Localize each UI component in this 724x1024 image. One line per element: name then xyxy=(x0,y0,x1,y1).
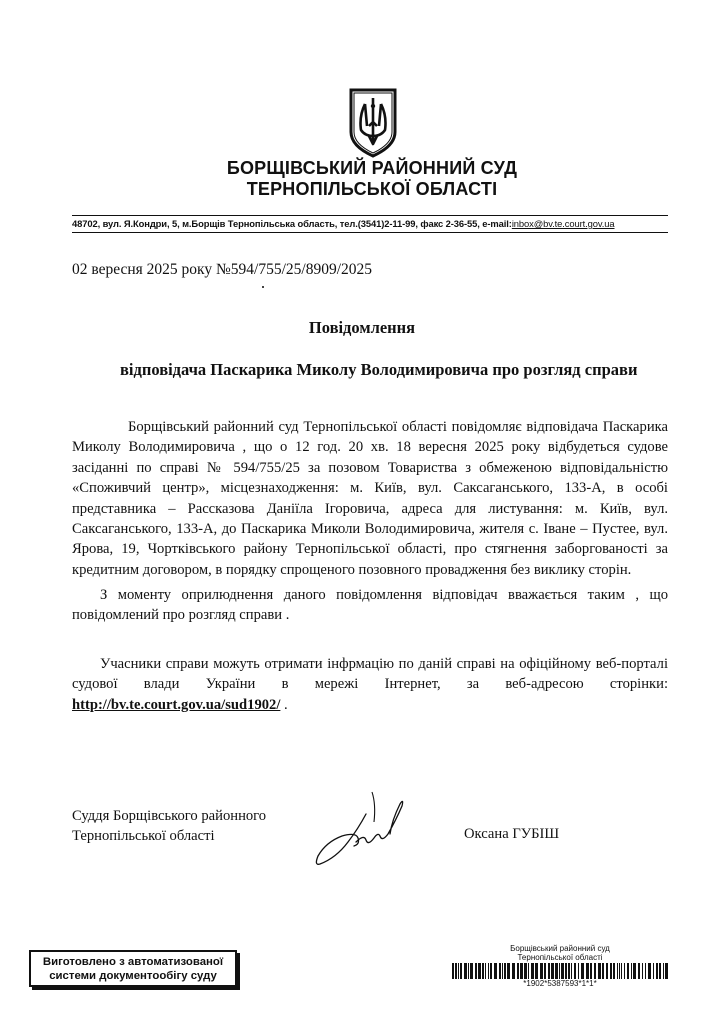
barcode-bar xyxy=(610,963,612,979)
barcode-bar xyxy=(621,963,622,979)
barcode-bar xyxy=(586,963,589,979)
barcode-bar xyxy=(455,963,457,979)
court-website-link[interactable]: http://bv.te.court.gov.ua/sud1902/ xyxy=(72,696,281,713)
document-barcode-block xyxy=(450,944,670,988)
barcode-bar xyxy=(482,963,484,979)
barcode-bar xyxy=(613,963,615,979)
notice-title: Повідомлення xyxy=(308,318,416,337)
handwritten-signature xyxy=(306,784,416,884)
barcode-bar xyxy=(642,963,643,979)
barcode-court-line1: Борщівський районний суд xyxy=(510,944,610,953)
barcode-bar xyxy=(559,963,560,979)
barcode-bar xyxy=(555,963,558,979)
paragraph-3-end: . xyxy=(280,696,288,713)
barcode-bar xyxy=(594,963,596,979)
barcode-bar xyxy=(638,963,640,979)
barcode-bar xyxy=(535,963,538,979)
notice-paragraph-2: З моменту оприлюднення даного повідомлення відповідач вважається таким , що повідомлений про розгляд справи . xyxy=(72,587,668,624)
barcode-number: *1902*5387593*1*1* xyxy=(523,979,597,988)
automated-system-stamp xyxy=(29,950,237,987)
notice-paragraph-3 xyxy=(72,654,668,715)
barcode-bar xyxy=(653,963,654,979)
email-link[interactable]: inbox@bv.te.court.gov.ua xyxy=(511,218,615,229)
barcode-bar xyxy=(656,963,658,979)
barcode-bar xyxy=(619,963,620,979)
barcode-bar xyxy=(517,963,519,979)
judge-position-line1: Суддя Борщівського районного xyxy=(72,808,267,824)
barcode-bar xyxy=(507,963,510,979)
barcode-bar xyxy=(568,963,570,979)
barcode-bar xyxy=(602,963,604,979)
barcode-bar xyxy=(470,963,473,979)
judge-name: Оксана ГУБІШ xyxy=(464,826,560,842)
stamp-line2: системи документообігу суду xyxy=(49,970,217,982)
barcode-bar xyxy=(499,963,501,979)
coat-of-arms-trident-icon xyxy=(345,86,401,158)
barcode-bar xyxy=(627,963,629,979)
barcode-bar xyxy=(460,963,462,979)
barcode-bar xyxy=(648,963,651,979)
judge-position-line2: Тернопільської області xyxy=(72,828,215,845)
address-text: 48702, вул. Я.Кондри, 5, м.Борщів Тернопільська область, тел.(3541)2-11-99, факс 2-36-55, e-mail: xyxy=(72,218,512,229)
barcode-bar xyxy=(571,963,572,979)
barcode-bar xyxy=(494,963,497,979)
header-rule-bottom xyxy=(72,232,668,233)
court-name-line2: ТЕРНОПІЛЬСЬКОЇ ОБЛАСТІ xyxy=(246,179,498,199)
barcode-bar xyxy=(665,963,668,979)
barcode-bar xyxy=(504,963,506,979)
barcode-bar xyxy=(475,963,477,979)
notice-paragraph-1: Борщівський районний суд Тернопільської області повідомляє відповідача Паскарика Миколу Володимировича , що о 12 год. 20 хв. 18 вересня 2025 року відбудеться судове засіданні по справі № 594/755/25 за позовом Товариства з обмеженою відповідальністю «Споживчий центр», місцезнаходження: м. Київ, вул. Саксаганського, 133-А, в особі представника – Рассказова Даніїла Ігоровича, адреса для листування: м. Київ, вул. Саксаганського, 133-А, до Паскарика Миколи Володимировича, жителя с. Іване – Пустее, вул. Ярова, 19, Чортківського району Тернопільської області, про стягнення заборгованості за кредитним договором, в порядку спрощеного позовного провадження без виклику сторін. xyxy=(72,419,668,578)
barcode-bar xyxy=(551,963,554,979)
court-name-line1: БОРЩІВСЬКИЙ РАЙОННИЙ СУД xyxy=(226,158,518,178)
barcode-bar xyxy=(540,963,543,979)
barcode-icon xyxy=(452,963,668,979)
barcode-bar xyxy=(452,963,454,979)
scan-dot xyxy=(262,286,264,288)
barcode-bar xyxy=(617,963,618,979)
barcode-bar xyxy=(590,963,592,979)
document-date-number: 02 вересня 2025 року №594/755/25/8909/2025 xyxy=(72,261,373,278)
barcode-bar xyxy=(606,963,608,979)
barcode-bar xyxy=(633,963,636,979)
barcode-bar xyxy=(561,963,564,979)
barcode-bar xyxy=(659,963,661,979)
header-rule-top xyxy=(72,215,668,216)
barcode-bar xyxy=(528,963,529,979)
barcode-bar xyxy=(488,963,489,979)
stamp-line1: Виготовлено з автоматизованої xyxy=(42,956,224,968)
court-address xyxy=(72,218,672,229)
barcode-bar xyxy=(574,963,576,979)
barcode-bar xyxy=(663,963,664,979)
barcode-bar xyxy=(598,963,601,979)
barcode-bar xyxy=(464,963,467,979)
barcode-bar xyxy=(485,963,486,979)
barcode-court-line2: Тернопільської області xyxy=(517,953,603,962)
notice-subtitle: відповідача Паскарика Миколу Володимировича про розгляд справи xyxy=(120,360,638,379)
barcode-bar xyxy=(512,963,515,979)
barcode-bar xyxy=(645,963,646,979)
barcode-bar xyxy=(468,963,469,979)
paragraph-3-text: Учасники справи можуть отримати інфрмацію по даній справі на офіційному веб-порталі судової влади України в мережі Інтернет, за веб-адресою сторінки: xyxy=(72,656,668,693)
barcode-bar xyxy=(624,963,625,979)
barcode-bar xyxy=(478,963,481,979)
barcode-bar xyxy=(565,963,567,979)
barcode-bar xyxy=(520,963,523,979)
barcode-bar xyxy=(458,963,459,979)
barcode-bar xyxy=(490,963,492,979)
barcode-bar xyxy=(631,963,632,979)
barcode-bar xyxy=(548,963,550,979)
barcode-bar xyxy=(531,963,534,979)
court-title xyxy=(0,158,724,200)
barcode-bar xyxy=(581,963,584,979)
barcode-bar xyxy=(544,963,546,979)
barcode-bar xyxy=(524,963,527,979)
judge-position xyxy=(72,806,266,847)
barcode-bar xyxy=(502,963,503,979)
barcode-bar xyxy=(578,963,579,979)
